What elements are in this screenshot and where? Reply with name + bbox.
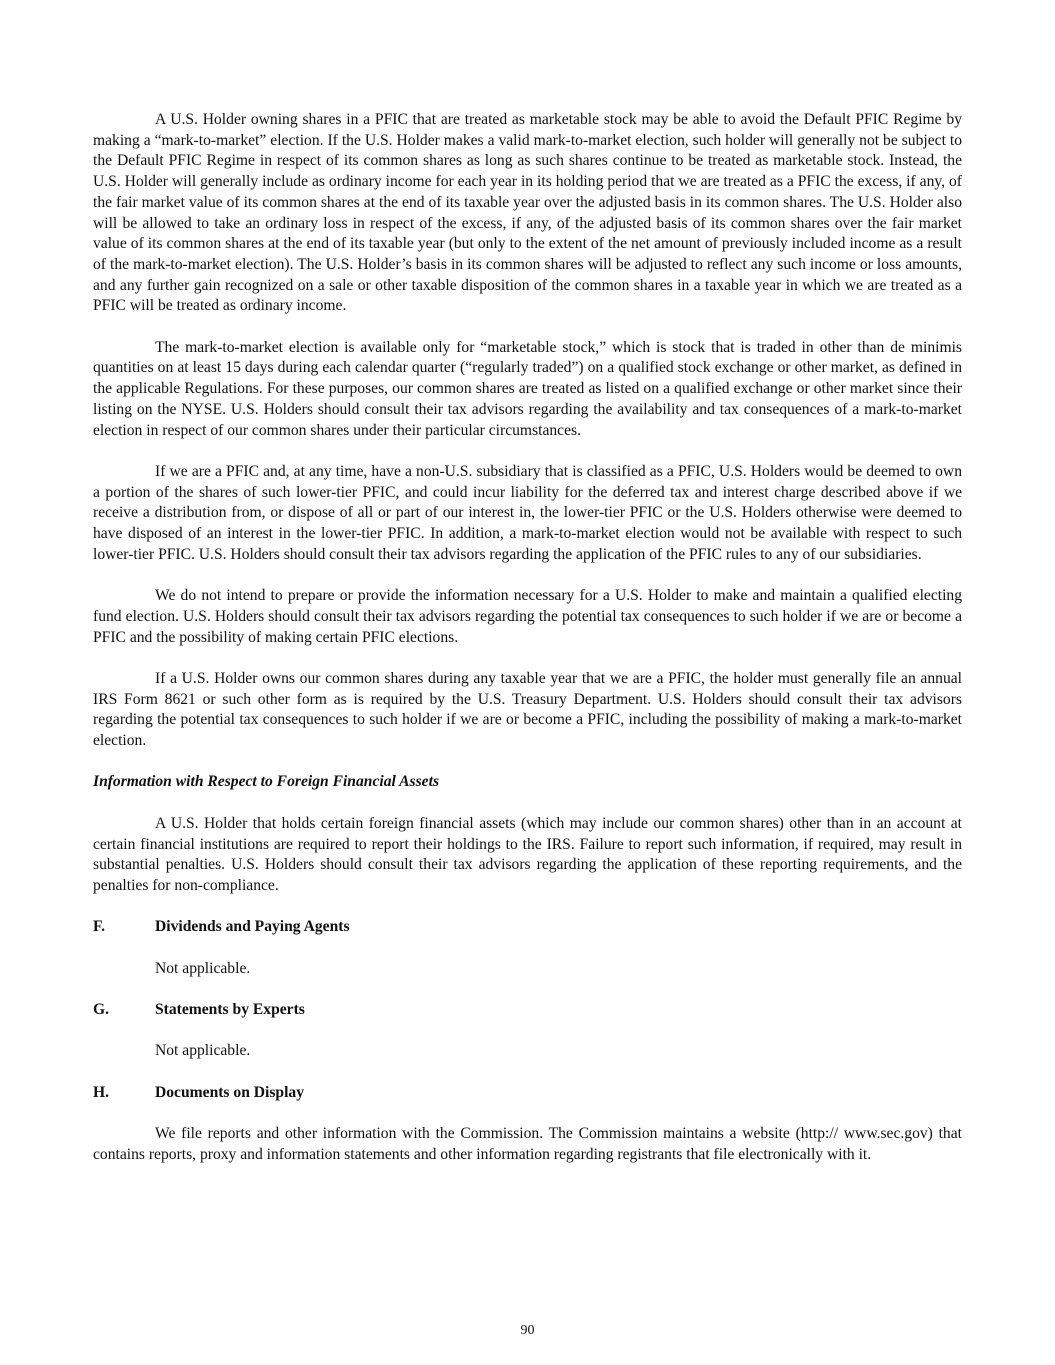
section-g-title: Statements by Experts [155,1001,305,1019]
section-f-body: Not applicable. [155,959,251,977]
section-h-body: We file reports and other information with the Commission. The Commission maintains a website (http:// www.sec.gov) that contains reports, proxy and information statements and other information regarding registrants that file electronically with it. [93,1125,962,1163]
section-f-heading [93,917,962,938]
foreign-assets-heading: Information with Respect to Foreign Financial Assets [93,773,440,791]
section-h-heading [93,1083,962,1104]
section-h-letter: H. [93,1083,110,1101]
paragraph-marketable-stock: The mark-to-market election is available only for “marketable stock,” which is stock that is traded in other than de minimis quantities on at least 15 days during each calendar quarter (“regularly traded”) on a qualified stock exchange or other market, as defined in the applicable Regulations. For these purposes, our common shares are treated as listed on a qualified exchange or other market since their listing on the NYSE. U.S. Holders should consult their tax advisors regarding the availability and tax consequences of a mark-to-market election in respect of our common shares under their particular circumstances. [93,338,962,439]
paragraph-lower-tier-pfic: If we are a PFIC and, at any time, have a non-U.S. subsidiary that is classified as a PFIC, U.S. Holders would be deemed to own a portion of the shares of such lower-tier PFIC, and could incur liability for the deferred tax and interest charge described above if we receive a distribution from, or dispose of all or part of our interest in, the lower-tier PFIC or the U.S. Holders otherwise were deemed to have disposed of an interest in the lower-tier PFIC. In addition, a mark-to-market election would not be available with respect to such lower-tier PFIC. U.S. Holders should consult their tax advisors regarding the application of the PFIC rules to any of our subsidiaries. [93,462,962,563]
section-g-letter: G. [93,1001,110,1019]
paragraph-mark-to-market: A U.S. Holder owning shares in a PFIC that are treated as marketable stock may be able to avoid the Default PFIC Regime by making a “mark-to-market” election. If the U.S. Holder makes a valid mark-to-market election, such holder will generally not be subject to the Default PFIC Regime in respect of its common shares as long as such shares continue to be treated as marketable stock. Instead, the U.S. Holder will generally include as ordinary income for each year in its holding period that we are treated as a PFIC the excess, if any, of the fair market value of its common shares at the end of its taxable year over the adjusted basis in its common shares. The U.S. Holder also will be allowed to take an ordinary loss in respect of the excess, if any, of the adjusted basis of its common shares over the fair market value of its common shares at the end of its taxable year (but only to the extent of the net amount of previously included income as a result of the mark-to-market election). The U.S. Holder’s basis in its common shares will be adjusted to reflect any such income or loss amounts, and any further gain recognized on a sale or other taxable disposition of the common shares in a taxable year in which we are treated as a PFIC will be treated as ordinary income. [93,111,962,315]
section-f-title: Dividends and Paying Agents [155,918,350,936]
paragraph-qualified-electing-fund: We do not intend to prepare or provide the information necessary for a U.S. Holder to make and maintain a qualified electing fund election. U.S. Holders should consult their tax advisors regarding the potential tax consequences to such holder if we are or become a PFIC and the possibility of making certain PFIC elections. [93,587,962,646]
section-g-body: Not applicable. [155,1042,251,1060]
section-g-heading [93,1000,962,1021]
document-page [93,110,962,1186]
paragraph-form-8621: If a U.S. Holder owns our common shares during any taxable year that we are a PFIC, the holder must generally file an annual IRS Form 8621 or such other form as is required by the U.S. Treasury Department. U.S. Holders should consult their tax advisors regarding the potential tax consequences to such holder if we are or become a PFIC, including the possibility of making a mark-to-market election. [93,669,962,750]
paragraph-foreign-assets: A U.S. Holder that holds certain foreign financial assets (which may include our common shares) other than in an account at certain financial institutions are required to report their holdings to the IRS. Failure to report such information, if required, may result in substantial penalties. U.S. Holders should consult their tax advisors regarding the application of these reporting requirements, and the penalties for non-compliance. [93,814,962,894]
page-number: 90 [520,1323,535,1338]
section-f-letter: F. [93,918,105,936]
section-h-title: Documents on Display [155,1083,305,1101]
